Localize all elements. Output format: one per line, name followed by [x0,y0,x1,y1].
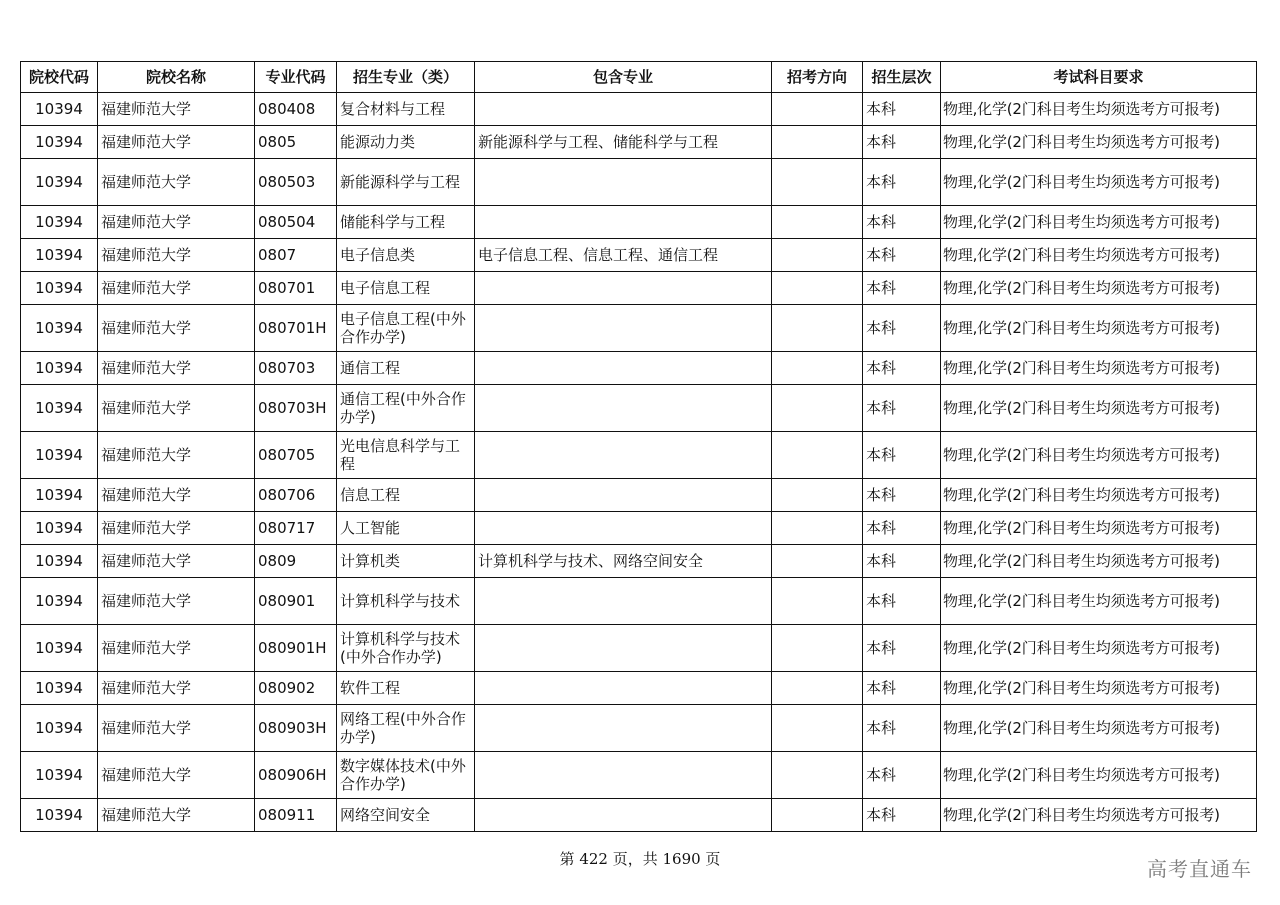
included-majors-cell [475,272,772,305]
table-row [21,799,1257,832]
school-code-cell: 10394 [21,126,98,159]
level-cell: 本科 [863,206,941,239]
direction-cell [772,545,863,578]
header-row [21,62,1257,93]
major-name-cell: 复合材料与工程 [337,93,475,126]
table-row [21,432,1257,479]
major-code-cell: 0805 [255,126,337,159]
school-code-cell: 10394 [21,432,98,479]
school-code-cell: 10394 [21,705,98,752]
school-name-cell: 福建师范大学 [98,672,255,705]
included-majors-cell [475,206,772,239]
table-body [21,93,1257,832]
school-name-cell: 福建师范大学 [98,272,255,305]
level-cell: 本科 [863,93,941,126]
included-majors-cell [475,352,772,385]
major-name-cell: 计算机科学与技术(中外合作办学) [337,625,475,672]
level-cell: 本科 [863,239,941,272]
included-majors-cell [475,432,772,479]
subject-requirements-cell: 物理,化学(2门科目考生均须选考方可报考) [941,385,1257,432]
included-majors-cell [475,578,772,625]
direction-cell [772,126,863,159]
school-code-cell: 10394 [21,752,98,799]
direction-cell [772,385,863,432]
major-name-cell: 计算机科学与技术 [337,578,475,625]
subject-requirements-cell: 物理,化学(2门科目考生均须选考方可报考) [941,352,1257,385]
direction-cell [772,159,863,206]
school-name-cell: 福建师范大学 [98,432,255,479]
table-row [21,385,1257,432]
major-name-cell: 电子信息类 [337,239,475,272]
watermark-logo-text: 高考直通车 [1147,857,1252,881]
table-row [21,578,1257,625]
subject-requirements-cell: 物理,化学(2门科目考生均须选考方可报考) [941,239,1257,272]
major-code-cell: 080701H [255,305,337,352]
major-name-cell: 电子信息工程(中外合作办学) [337,305,475,352]
major-name-cell: 网络工程(中外合作办学) [337,705,475,752]
subject-requirements-cell: 物理,化学(2门科目考生均须选考方可报考) [941,752,1257,799]
level-cell: 本科 [863,625,941,672]
included-majors-cell [475,159,772,206]
level-cell: 本科 [863,305,941,352]
direction-cell [772,672,863,705]
table-row [21,705,1257,752]
included-majors-cell [475,479,772,512]
direction-cell [772,305,863,352]
major-name-cell: 计算机类 [337,545,475,578]
table-row [21,93,1257,126]
admission-requirements-table [20,61,1257,832]
direction-cell [772,352,863,385]
table-row [21,126,1257,159]
school-code-cell: 10394 [21,479,98,512]
school-code-cell: 10394 [21,159,98,206]
header-level: 招生层次 [863,62,941,93]
school-name-cell: 福建师范大学 [98,93,255,126]
included-majors-cell [475,385,772,432]
subject-requirements-cell: 物理,化学(2门科目考生均须选考方可报考) [941,799,1257,832]
major-code-cell: 080706 [255,479,337,512]
major-code-cell: 080701 [255,272,337,305]
included-majors-cell [475,705,772,752]
included-majors-cell [475,305,772,352]
major-name-cell: 网络空间安全 [337,799,475,832]
school-code-cell: 10394 [21,305,98,352]
direction-cell [772,578,863,625]
direction-cell [772,432,863,479]
header-major-code: 专业代码 [255,62,337,93]
table-row [21,239,1257,272]
major-code-cell: 080911 [255,799,337,832]
major-name-cell: 信息工程 [337,479,475,512]
level-cell: 本科 [863,705,941,752]
header-subject-requirements: 考试科目要求 [941,62,1257,93]
major-name-cell: 新能源科学与工程 [337,159,475,206]
level-cell: 本科 [863,352,941,385]
direction-cell [772,272,863,305]
school-name-cell: 福建师范大学 [98,752,255,799]
subject-requirements-cell: 物理,化学(2门科目考生均须选考方可报考) [941,272,1257,305]
included-majors-cell: 计算机科学与技术、网络空间安全 [475,545,772,578]
major-code-cell: 080503 [255,159,337,206]
subject-requirements-cell: 物理,化学(2门科目考生均须选考方可报考) [941,512,1257,545]
header-school-name: 院校名称 [98,62,255,93]
table-row [21,512,1257,545]
major-name-cell: 能源动力类 [337,126,475,159]
school-name-cell: 福建师范大学 [98,799,255,832]
direction-cell [772,479,863,512]
subject-requirements-cell: 物理,化学(2门科目考生均须选考方可报考) [941,705,1257,752]
table-row [21,545,1257,578]
level-cell: 本科 [863,512,941,545]
direction-cell [772,206,863,239]
major-code-cell: 080901H [255,625,337,672]
included-majors-cell [475,672,772,705]
school-name-cell: 福建师范大学 [98,479,255,512]
level-cell: 本科 [863,126,941,159]
school-code-cell: 10394 [21,625,98,672]
level-cell: 本科 [863,432,941,479]
major-code-cell: 080906H [255,752,337,799]
major-name-cell: 通信工程(中外合作办学) [337,385,475,432]
major-code-cell: 080901 [255,578,337,625]
school-name-cell: 福建师范大学 [98,239,255,272]
major-name-cell: 通信工程 [337,352,475,385]
table-row [21,479,1257,512]
level-cell: 本科 [863,545,941,578]
level-cell: 本科 [863,799,941,832]
table-header [21,62,1257,93]
level-cell: 本科 [863,385,941,432]
level-cell: 本科 [863,159,941,206]
included-majors-cell [475,799,772,832]
major-name-cell: 软件工程 [337,672,475,705]
table-row [21,625,1257,672]
included-majors-cell: 新能源科学与工程、储能科学与工程 [475,126,772,159]
included-majors-cell [475,625,772,672]
direction-cell [772,239,863,272]
school-code-cell: 10394 [21,672,98,705]
table-row [21,352,1257,385]
major-code-cell: 0809 [255,545,337,578]
school-code-cell: 10394 [21,512,98,545]
header-direction: 招考方向 [772,62,863,93]
table-row [21,305,1257,352]
major-code-cell: 080902 [255,672,337,705]
subject-requirements-cell: 物理,化学(2门科目考生均须选考方可报考) [941,159,1257,206]
major-code-cell: 080705 [255,432,337,479]
table-row [21,752,1257,799]
header-included-majors: 包含专业 [475,62,772,93]
direction-cell [772,625,863,672]
major-code-cell: 080717 [255,512,337,545]
direction-cell [772,752,863,799]
table-row [21,272,1257,305]
school-code-cell: 10394 [21,578,98,625]
included-majors-cell [475,93,772,126]
school-code-cell: 10394 [21,272,98,305]
direction-cell [772,799,863,832]
school-name-cell: 福建师范大学 [98,385,255,432]
school-name-cell: 福建师范大学 [98,545,255,578]
school-name-cell: 福建师范大学 [98,126,255,159]
school-name-cell: 福建师范大学 [98,159,255,206]
major-name-cell: 电子信息工程 [337,272,475,305]
header-major: 招生专业（类） [337,62,475,93]
school-code-cell: 10394 [21,239,98,272]
school-code-cell: 10394 [21,799,98,832]
major-code-cell: 080903H [255,705,337,752]
level-cell: 本科 [863,752,941,799]
included-majors-cell: 电子信息工程、信息工程、通信工程 [475,239,772,272]
subject-requirements-cell: 物理,化学(2门科目考生均须选考方可报考) [941,305,1257,352]
major-code-cell: 080703 [255,352,337,385]
subject-requirements-cell: 物理,化学(2门科目考生均须选考方可报考) [941,578,1257,625]
table-row [21,206,1257,239]
page-number: 第 422 页，共 1690 页 [559,850,721,868]
subject-requirements-cell: 物理,化学(2门科目考生均须选考方可报考) [941,93,1257,126]
table-row [21,672,1257,705]
subject-requirements-cell: 物理,化学(2门科目考生均须选考方可报考) [941,126,1257,159]
subject-requirements-cell: 物理,化学(2门科目考生均须选考方可报考) [941,672,1257,705]
table-row [21,159,1257,206]
level-cell: 本科 [863,272,941,305]
major-code-cell: 0807 [255,239,337,272]
subject-requirements-cell: 物理,化学(2门科目考生均须选考方可报考) [941,432,1257,479]
level-cell: 本科 [863,578,941,625]
school-name-cell: 福建师范大学 [98,625,255,672]
school-name-cell: 福建师范大学 [98,206,255,239]
school-name-cell: 福建师范大学 [98,305,255,352]
school-code-cell: 10394 [21,93,98,126]
school-code-cell: 10394 [21,352,98,385]
subject-requirements-cell: 物理,化学(2门科目考生均须选考方可报考) [941,625,1257,672]
major-name-cell: 储能科学与工程 [337,206,475,239]
major-code-cell: 080703H [255,385,337,432]
major-code-cell: 080408 [255,93,337,126]
level-cell: 本科 [863,479,941,512]
school-name-cell: 福建师范大学 [98,352,255,385]
included-majors-cell [475,752,772,799]
header-school-code: 院校代码 [21,62,98,93]
major-name-cell: 数字媒体技术(中外合作办学) [337,752,475,799]
level-cell: 本科 [863,672,941,705]
included-majors-cell [475,512,772,545]
major-code-cell: 080504 [255,206,337,239]
school-name-cell: 福建师范大学 [98,705,255,752]
school-code-cell: 10394 [21,385,98,432]
direction-cell [772,93,863,126]
school-name-cell: 福建师范大学 [98,578,255,625]
school-code-cell: 10394 [21,545,98,578]
direction-cell [772,705,863,752]
direction-cell [772,512,863,545]
subject-requirements-cell: 物理,化学(2门科目考生均须选考方可报考) [941,479,1257,512]
subject-requirements-cell: 物理,化学(2门科目考生均须选考方可报考) [941,545,1257,578]
school-code-cell: 10394 [21,206,98,239]
subject-requirements-cell: 物理,化学(2门科目考生均须选考方可报考) [941,206,1257,239]
major-name-cell: 人工智能 [337,512,475,545]
school-name-cell: 福建师范大学 [98,512,255,545]
major-name-cell: 光电信息科学与工程 [337,432,475,479]
